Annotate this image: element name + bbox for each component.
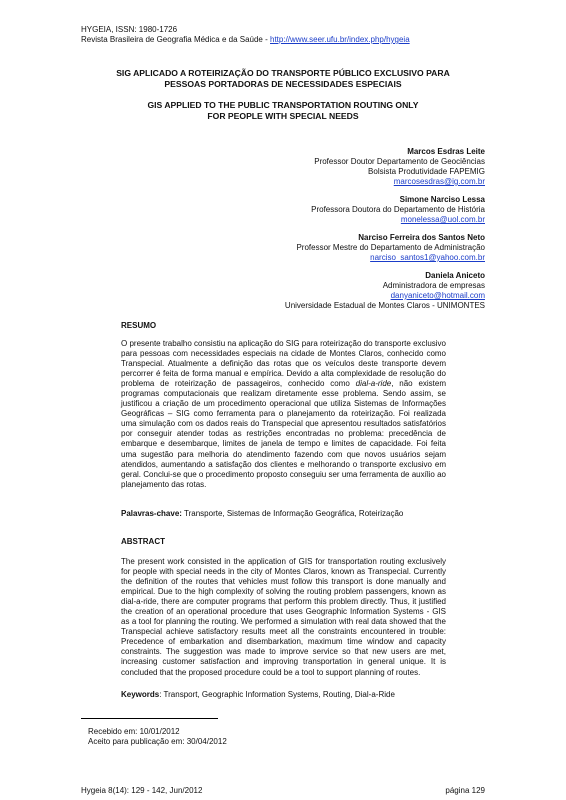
author-block-2 — [311, 195, 485, 225]
author-block-4 — [285, 271, 485, 311]
resumo-text-italic: dial-a-ride — [355, 379, 392, 389]
author-email-link[interactable]: danyaniceto@hotmail.com — [390, 291, 485, 300]
author-name: Narciso Ferreira dos Santos Neto — [358, 233, 485, 242]
keywords-text: : Transport, Geographic Information Systems, Routing, Dial-a-Ride — [159, 690, 395, 699]
keywords — [121, 690, 451, 699]
author-name: Marcos Esdras Leite — [407, 147, 485, 156]
palavras-chave — [121, 509, 451, 518]
resumo-text-part-1: O presente trabalho consistiu na aplicação do SIG para roteirização do transporte exclusivo para pessoas com necessidades especiais na cidade de Montes Claros, conhecido como Transpecial. Atualmente a definição das rotas que os veículos deste transporte devem percorrer é feita de forma manual e empírica. Devido a alta complexidade de resolução do problema de roteirização de passageiros, conhecido como — [121, 339, 446, 389]
journal-issn: HYGEIA, ISSN: 1980-1726 — [81, 25, 178, 34]
abstract-heading: ABSTRACT — [121, 537, 165, 546]
author-institution: Universidade Estadual de Montes Claros - UNIMONTES — [284, 301, 485, 310]
palavras-chave-text: Transporte, Sistemas de Informação Geográfica, Roteirização — [181, 509, 404, 518]
journal-name: Revista Brasileira de Geografia Médica e da Saúde - — [81, 35, 270, 44]
author-affiliation: Administradora de empresas — [382, 281, 485, 290]
journal-name-line — [81, 35, 410, 45]
author-email-link[interactable]: monelessa@uol.com.br — [400, 215, 485, 224]
footnote-received: Recebido em: 10/01/2012 — [88, 727, 180, 736]
resumo-text — [121, 339, 446, 490]
author-affiliation: Professor Mestre do Departamento de Administração — [296, 243, 485, 252]
keywords-label: Keywords — [121, 690, 160, 699]
author-name: Daniela Aniceto — [425, 271, 485, 280]
author-name: Simone Narciso Lessa — [399, 195, 485, 204]
resumo-heading: RESUMO — [121, 321, 157, 330]
author-email-link[interactable]: narciso_santos1@yahoo.com.br — [370, 253, 485, 262]
title-pt-line-2: PESSOAS PORTADORAS DE NECESSIDADES ESPECIAIS — [164, 79, 402, 89]
footer-page-number: página 129 — [445, 786, 485, 795]
journal-url-link[interactable]: http://www.seer.ufu.br/index.php/hygeia — [270, 35, 410, 44]
footnote-accepted: Aceito para publicação em: 30/04/2012 — [88, 737, 227, 746]
author-block-1 — [314, 147, 485, 187]
author-affiliation: Professora Doutora do Departamento de História — [311, 205, 485, 214]
title-en-line-2: FOR PEOPLE WITH SPECIAL NEEDS — [207, 111, 359, 121]
palavras-chave-label: Palavras-chave: — [121, 509, 182, 518]
resumo-text-part-2: , não existem programas computacionais que realizam diretamente esse problema. Sendo assim, se justificou a criação de um procedimento operacional que utiliza Sistemas de Informações Geográficas – SIG como ferramenta para o planejamento da roteirização. Foi realizada uma simulação com os dados reais do Transpecial que apresentou resultados satisfatórios por conseguir atender todas as restrições encontradas no problema: precedência de embarque e desembarque, limites de janela de tempo e limites de capacidade. Foi feita uma sugestão para melhoria do atendimento fazendo com que novos usuários sejam atendidos, aumentando a satisfação dos clientes e melhorando o transporte exclusivo em geral. Conclui-se que o procedimento proposto conseguiu ser uma ferramenta de auxílio ao planejamento das rotas. — [121, 379, 447, 489]
title-pt-line-1: SIG APLICADO A ROTEIRIZAÇÃO DO TRANSPORTE PÚBLICO EXCLUSIVO PARA — [116, 68, 450, 78]
title-en-line-1: GIS APPLIED TO THE PUBLIC TRANSPORTATION ROUTING ONLY — [147, 100, 419, 110]
author-email-link[interactable]: marcosesdras@ig.com.br — [393, 177, 485, 186]
title-portuguese — [60, 68, 506, 90]
author-block-3 — [296, 233, 485, 263]
footer-citation: Hygeia 8(14): 129 - 142, Jun/2012 — [81, 786, 203, 795]
author-affiliation: Bolsista Produtividade FAPEMIG — [368, 167, 485, 176]
author-affiliation: Professor Doutor Departamento de Geociências — [314, 157, 485, 166]
title-english — [60, 100, 506, 122]
abstract-text: The present work consisted in the application of GIS for transportation routing exclusively for people with special needs in the city of Montes Claros, known as Transpecial. Currently the definition of the routes that vehicles must follow this transport is done manually and empirical. Due to the high complexity of solving the routing problem passengers, known as dial-a-ride, there are computer programs that perform this problem directly. Thus, it justified the creation of an operational procedure that uses Geographic Information Systems - GIS as a tool for planning the routing. We performed a simulation with real data showed that the Transpecial achieve satisfactory results meet all the constraints encountered in trouble: Precedence of embarkation and disembarkation, maximum time window and capacity constraints. The suggestion was made to improve service so that new users are met, increasing customer satisfaction and improving transportation in general unique. It is concluded that the proposed procedure could be a tool to support planning of routes. — [121, 557, 446, 677]
footnote-divider — [81, 718, 218, 719]
